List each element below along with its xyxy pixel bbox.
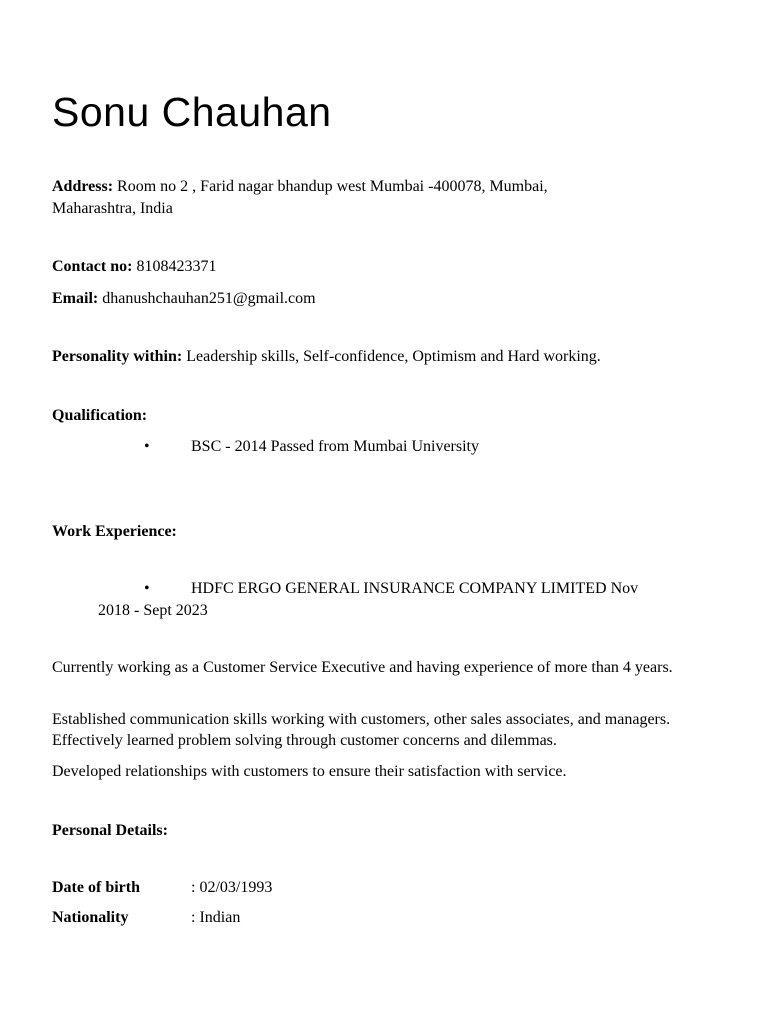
dob-value: : 02/03/1993 [191, 879, 273, 896]
nationality-value: : Indian [191, 909, 241, 926]
dob-label: Date of birth [52, 879, 140, 896]
email-label: Email: [52, 290, 99, 307]
qualification-item: BSC - 2014 Passed from Mumbai University [191, 438, 479, 455]
address-label: Address: [52, 178, 114, 195]
experience-paragraph-3: Developed relationships with customers to ensure their satisfaction with service. [52, 763, 567, 780]
address-line-1 [52, 176, 548, 197]
email-value: dhanushchauhan251@gmail.com [102, 290, 316, 307]
work-experience-heading: Work Experience: [52, 523, 177, 540]
contact-value: 8108423371 [136, 258, 217, 275]
work-experience-bullet: • [144, 580, 150, 597]
resume-name: Sonu Chauhan [52, 89, 332, 135]
personality-label: Personality within: [52, 348, 183, 365]
address-value-line-1: Room no 2 , Farid nagar bhandup west Mumbai -400078, Mumbai, [117, 178, 548, 195]
personal-details-heading: Personal Details: [52, 822, 168, 839]
experience-paragraph-2: Established communication skills working with customers, other sales associates, and managers. Effectively learned problem solving through customer concerns and dilemmas. [52, 711, 671, 749]
email-row [52, 288, 316, 309]
nationality-label: Nationality [52, 909, 129, 926]
company-line-1: HDFC ERGO GENERAL INSURANCE COMPANY LIMITED Nov [191, 580, 639, 597]
experience-paragraph-1: Currently working as a Customer Service Executive and having experience of more than 4 years. [52, 659, 673, 676]
qualification-heading: Qualification: [52, 407, 148, 424]
address-value-line-2: Maharashtra, India [52, 200, 173, 217]
personality-row [52, 346, 601, 367]
contact-row [52, 256, 216, 277]
personality-value: Leadership skills, Self-confidence, Optimism and Hard working. [186, 348, 601, 365]
contact-label: Contact no: [52, 258, 133, 275]
qualification-bullet: • [144, 438, 150, 455]
company-line-2: 2018 - Sept 2023 [98, 602, 208, 619]
